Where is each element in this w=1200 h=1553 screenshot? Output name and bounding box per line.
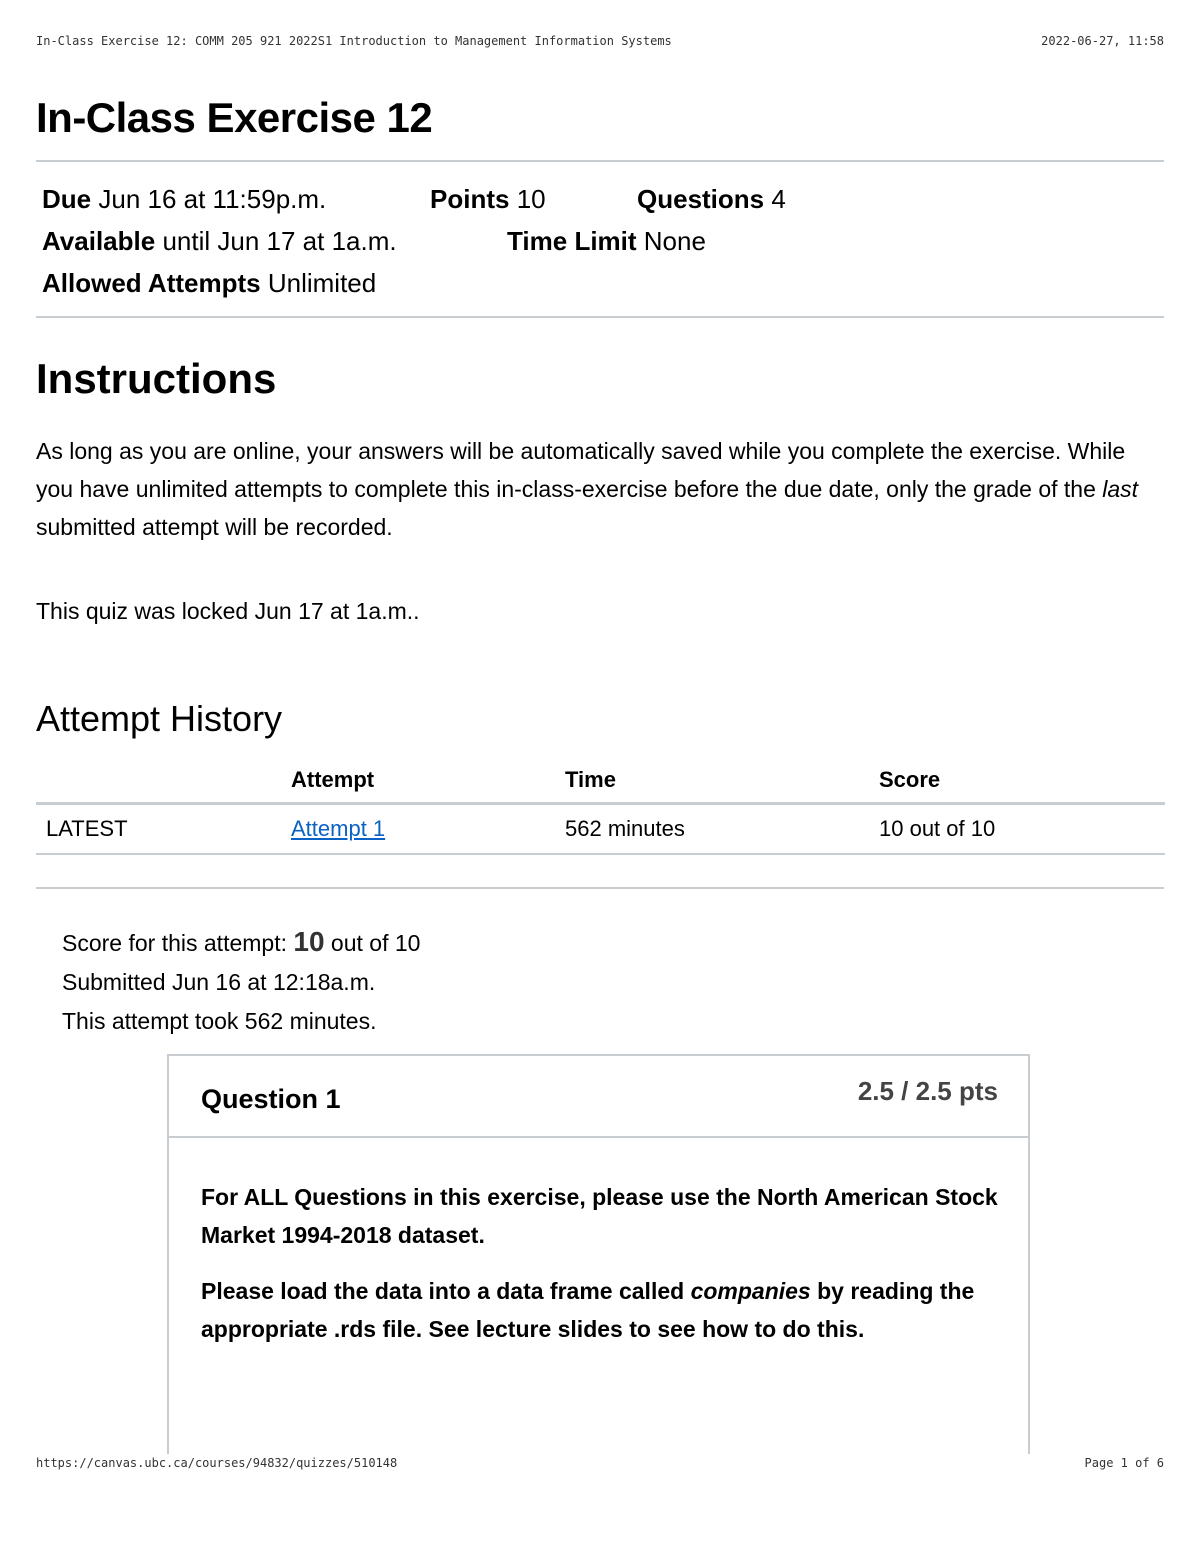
print-header <box>36 34 1164 52</box>
questions-value: 4 <box>771 184 786 214</box>
due-info <box>42 178 326 220</box>
print-footer <box>36 1456 1164 1474</box>
table-row <box>36 804 1165 855</box>
time-limit-info <box>507 220 706 262</box>
time-cell: 562 minutes <box>565 804 879 855</box>
instructions-emphasis: last <box>1102 476 1139 502</box>
score-cell: 10 out of 10 <box>879 804 1165 855</box>
score-line <box>62 922 420 963</box>
question-points: 2.5 / 2.5 pts <box>857 1076 998 1106</box>
question-paragraph: For ALL Questions in this exercise, please use the North American Stock Market 1994-2018 dataset. <box>201 1184 998 1248</box>
column-header: Attempt <box>291 758 565 804</box>
question-emphasis: companies <box>690 1278 811 1304</box>
score-prefix: Score for this attempt: <box>62 930 294 956</box>
instructions-text-part: submitted attempt will be recorded. <box>36 514 393 540</box>
question-paragraph <box>201 1272 1001 1348</box>
print-header-datetime: 2022-06-27, 11:58 <box>1041 34 1164 48</box>
print-footer-url: https://canvas.ubc.ca/courses/94832/quizzes/510148 <box>36 1456 398 1470</box>
question-card <box>167 1054 1030 1454</box>
attempts-value: Unlimited <box>267 268 377 298</box>
points-label: Points <box>430 184 510 214</box>
attempts-label: Allowed Attempts <box>42 268 261 298</box>
duration-line: This attempt took 562 minutes. <box>62 1008 377 1034</box>
column-header: Score <box>879 758 1165 804</box>
divider <box>36 160 1164 162</box>
divider <box>36 316 1164 318</box>
due-value: Jun 16 at 11:59p.m. <box>98 184 327 214</box>
due-label: Due <box>42 184 92 214</box>
question-header <box>169 1056 1028 1138</box>
available-label: Available <box>42 226 156 256</box>
divider <box>36 887 1164 889</box>
question-text-part: by reading the appropriate .rds file. See lecture slides to see how to do this. <box>201 1278 975 1342</box>
points-value: 10 <box>516 184 546 214</box>
question-text-part: Please load the data into a data frame called <box>201 1278 691 1304</box>
question-title: Question 1 <box>201 1084 341 1114</box>
page-title: In-Class Exercise 12 <box>36 94 433 141</box>
points-info <box>430 178 546 220</box>
questions-info <box>637 178 786 220</box>
print-header-title: In-Class Exercise 12: COMM 205 921 2022S1 Introduction to Management Information Systems <box>36 34 672 48</box>
attempt-history-heading: Attempt History <box>36 698 283 739</box>
attempts-info <box>42 262 376 304</box>
score-value: 10 <box>293 926 325 957</box>
instructions-text-part: As long as you are online, your answers will be automatically saved while you complete the exercise. While you have unlimited attempts to complete this in-class-exercise before the due date, only the grade of the <box>36 438 1126 502</box>
available-value: until Jun 17 at 1a.m. <box>162 226 397 256</box>
column-header <box>36 758 291 804</box>
instructions-text <box>36 432 1166 546</box>
column-header: Time <box>565 758 879 804</box>
attempt-summary <box>62 922 420 1041</box>
question-body <box>201 1178 1001 1366</box>
time-limit-value: None <box>643 226 706 256</box>
available-info <box>42 220 397 262</box>
latest-label: LATEST <box>36 804 291 855</box>
attempt-history-table <box>36 758 1165 855</box>
time-limit-label: Time Limit <box>507 226 637 256</box>
questions-label: Questions <box>637 184 765 214</box>
instructions-heading: Instructions <box>36 355 277 402</box>
score-suffix: out of 10 <box>324 930 421 956</box>
table-header-row <box>36 758 1165 804</box>
attempt-cell <box>291 804 565 855</box>
submitted-line: Submitted Jun 16 at 12:18a.m. <box>62 969 376 995</box>
print-footer-page: Page 1 of 6 <box>1084 1456 1164 1470</box>
locked-notice: This quiz was locked Jun 17 at 1a.m.. <box>36 598 420 624</box>
attempt-1-link[interactable]: Attempt 1 <box>291 816 386 841</box>
